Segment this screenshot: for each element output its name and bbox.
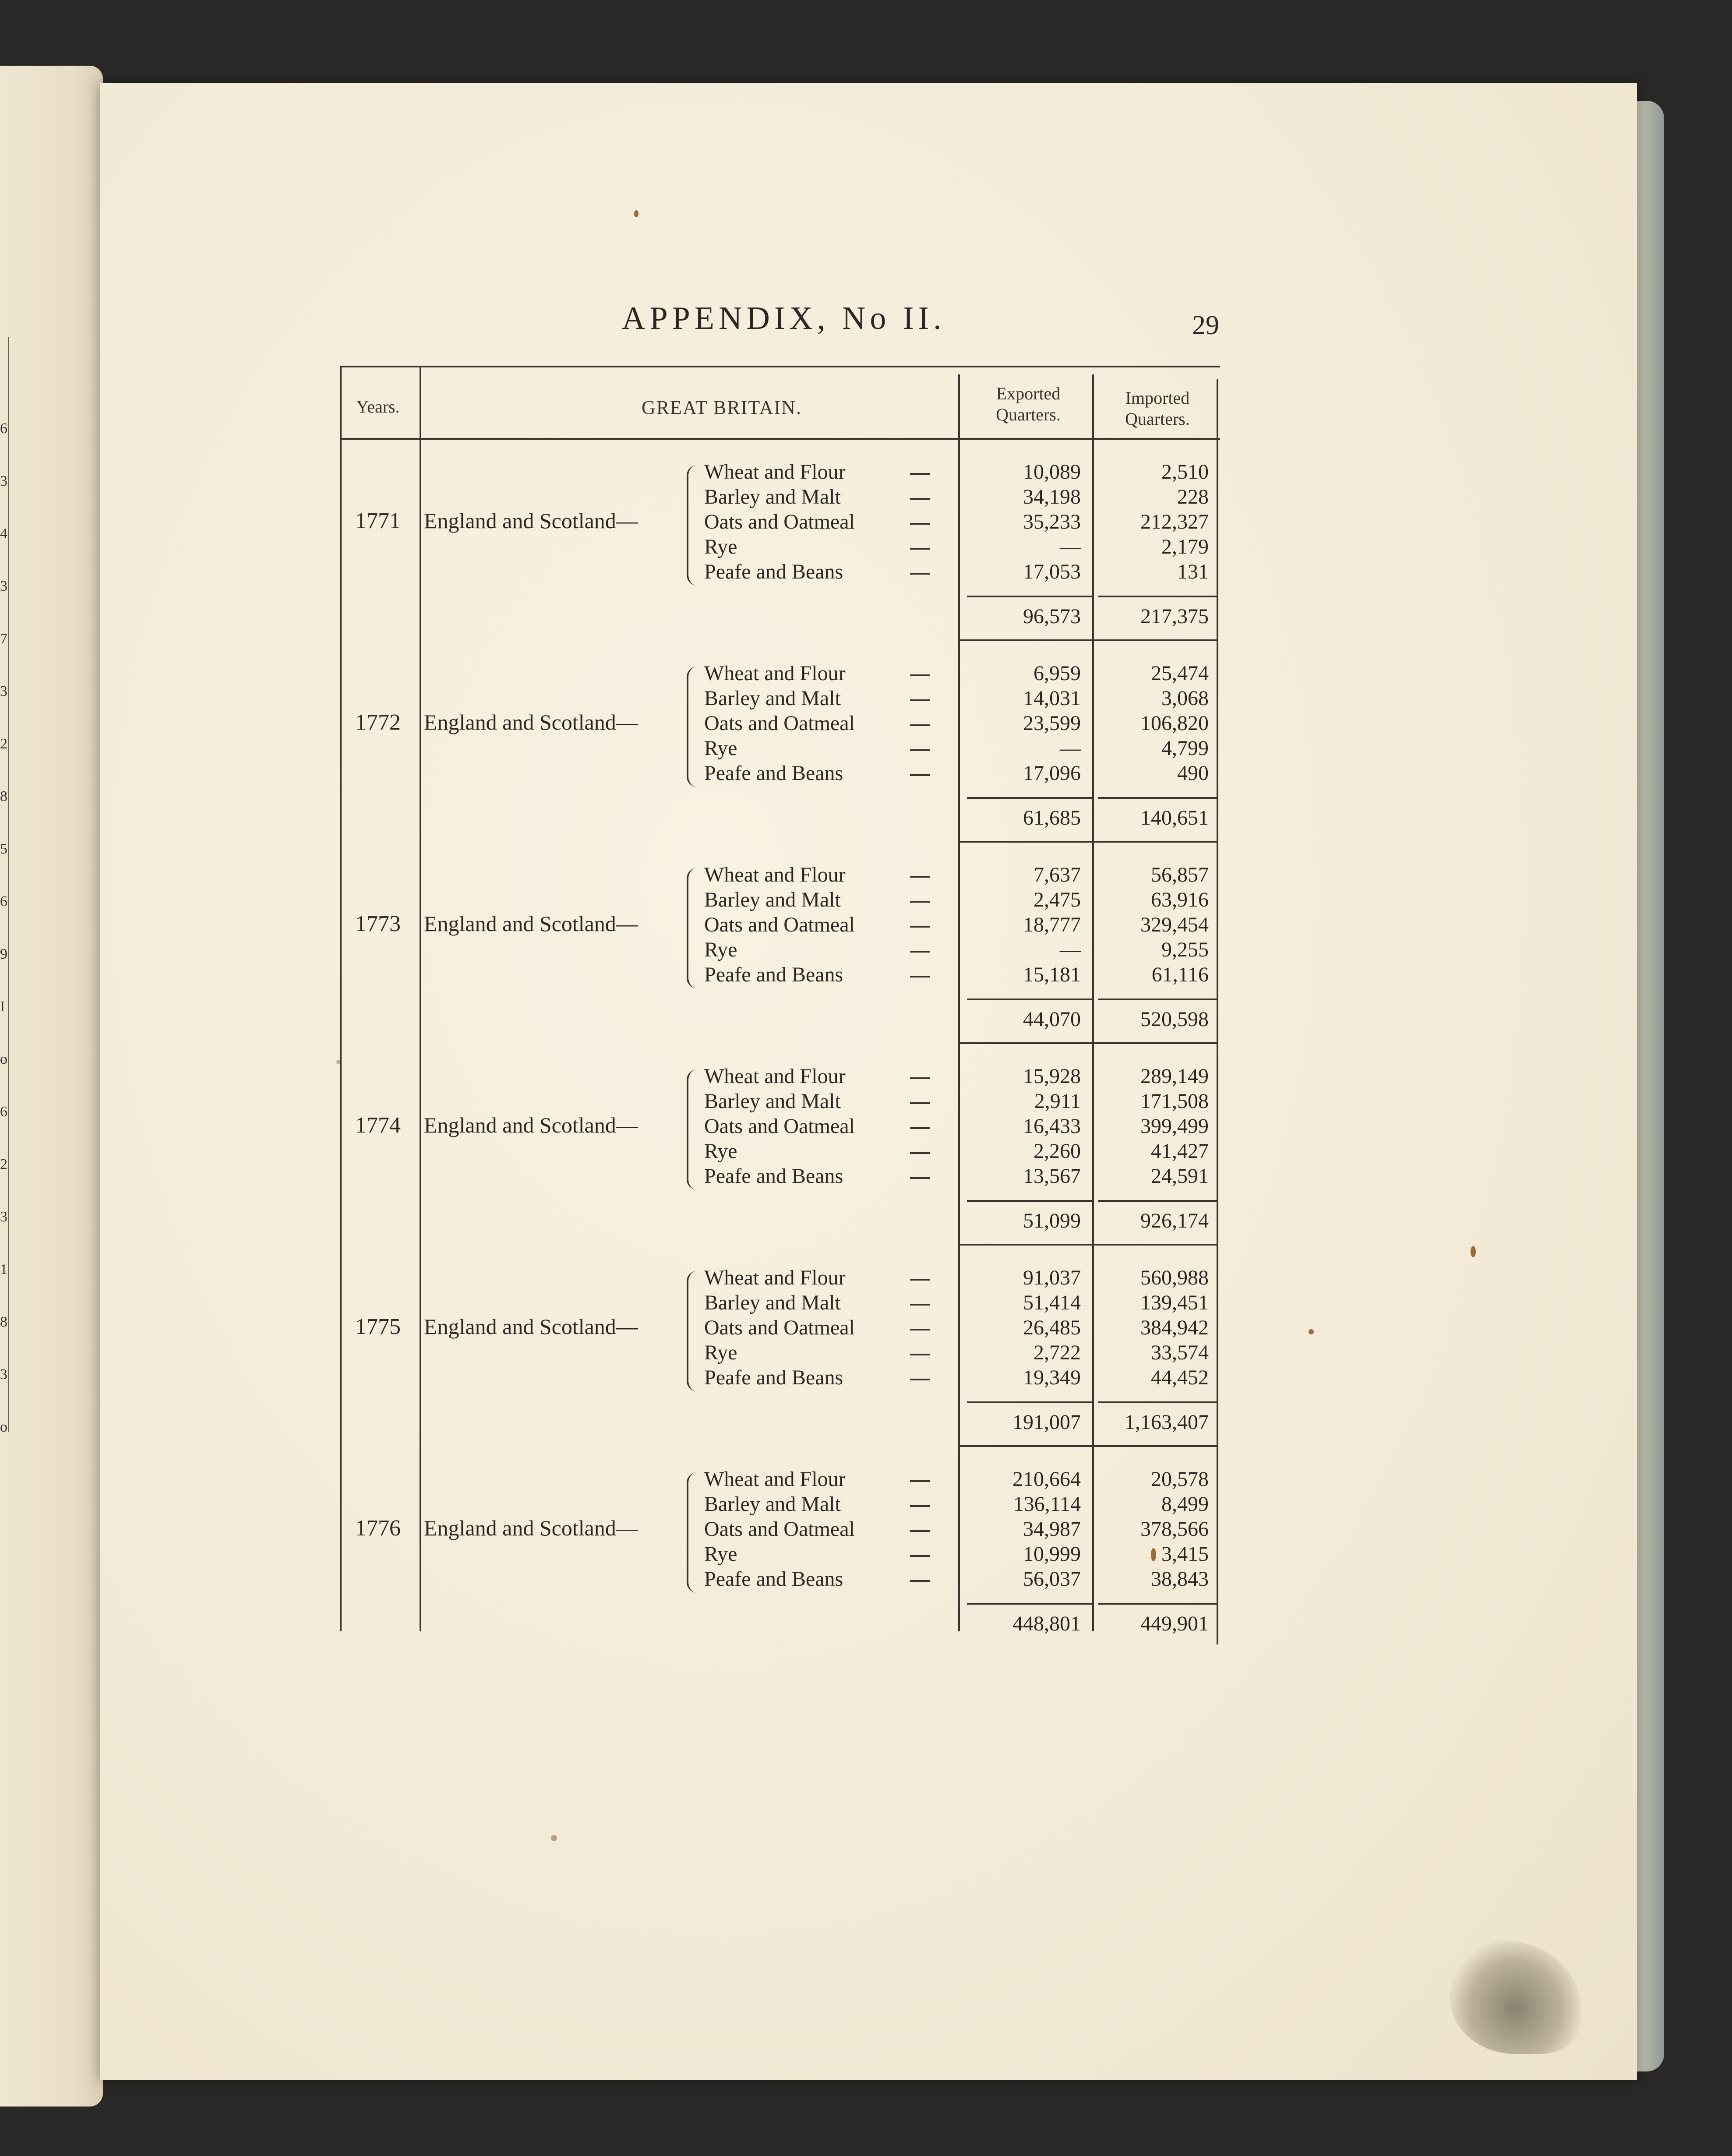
- left-page-fragment: 6: [0, 893, 7, 910]
- left-page-fragment: 3: [0, 1209, 7, 1225]
- leader-dash: [910, 1077, 930, 1079]
- imported-value: 25,474: [1151, 662, 1209, 685]
- table-row: [336, 761, 1221, 786]
- imported-value: 2,510: [1161, 460, 1209, 483]
- imported-value: 378,566: [1140, 1517, 1209, 1541]
- leader-dash: [910, 951, 930, 953]
- group-separator-rule: [958, 639, 1217, 641]
- exported-total: 96,573: [1023, 605, 1081, 628]
- leader-dash: [910, 1580, 930, 1582]
- table-row: [336, 661, 1221, 686]
- leader-dash: [910, 674, 930, 676]
- region-label: England and Scotland—: [424, 911, 638, 936]
- grain-label: Wheat and Flour: [704, 1266, 846, 1289]
- leader-dash: [910, 548, 930, 550]
- imported-value: 329,454: [1140, 913, 1209, 936]
- leader-dash: [910, 1152, 930, 1154]
- grain-label: Barley and Malt: [704, 687, 841, 710]
- exported-value: 2,911: [1034, 1090, 1081, 1113]
- grain-label: Barley and Malt: [704, 1090, 841, 1113]
- table-row: [336, 1139, 1221, 1164]
- exported-value: 17,096: [1023, 762, 1081, 785]
- exported-value: 51,414: [1023, 1291, 1081, 1314]
- grain-label: Barley and Malt: [704, 485, 841, 508]
- imported-value: 131: [1177, 560, 1209, 583]
- region-label: England and Scotland—: [424, 1314, 638, 1339]
- leader-dash: [910, 1127, 930, 1129]
- exported-value: 2,475: [1034, 888, 1081, 911]
- imported-value: 228: [1177, 485, 1209, 508]
- table-row: [336, 560, 1221, 585]
- table-row: [336, 1164, 1221, 1189]
- region-label: England and Scotland—: [424, 1113, 638, 1137]
- grain-label: Oats and Oatmeal: [704, 1115, 855, 1138]
- leader-dash: [910, 473, 930, 475]
- imported-value: 171,508: [1140, 1090, 1209, 1113]
- group-separator-rule: [958, 1244, 1217, 1246]
- left-page-fragment: 1: [0, 1261, 7, 1277]
- exported-value: 17,053: [1023, 560, 1081, 583]
- header-bottom-rule: [340, 438, 1220, 440]
- left-page-fragment: 6: [0, 420, 7, 437]
- foxing-spot: [1471, 1246, 1476, 1257]
- imported-value: 24,591: [1151, 1164, 1209, 1188]
- leader-dash: [910, 498, 930, 500]
- imported-total-rule: [1098, 999, 1217, 1000]
- exported-value: 16,433: [1023, 1115, 1081, 1138]
- imported-value: 8,499: [1161, 1493, 1209, 1516]
- imported-value: 384,942: [1140, 1316, 1209, 1339]
- leader-dash: [910, 876, 930, 878]
- grain-label: Rye: [704, 1341, 737, 1364]
- year-label: 1772: [355, 710, 401, 735]
- exported-value: 2,260: [1034, 1140, 1081, 1163]
- table-row: [336, 963, 1221, 988]
- table-row: [336, 686, 1221, 711]
- table-row: [336, 1366, 1221, 1390]
- grain-label: Wheat and Flour: [704, 662, 846, 685]
- imported-total: 140,651: [1140, 806, 1209, 829]
- exported-total-rule: [967, 1200, 1094, 1202]
- column-header-imported-line1: Imported: [1125, 388, 1190, 408]
- left-page-fragment: o: [0, 1051, 7, 1067]
- leader-dash: [910, 1102, 930, 1104]
- table-row: [336, 1266, 1221, 1291]
- exported-value: 15,928: [1023, 1065, 1081, 1088]
- exported-total: 448,801: [1012, 1612, 1081, 1635]
- column-header-years: Years.: [356, 397, 400, 416]
- table-row: [336, 535, 1221, 560]
- leader-dash: [910, 573, 930, 575]
- left-page-fragment: 7: [0, 631, 7, 647]
- exported-value: 14,031: [1023, 687, 1081, 710]
- imported-value: 212,327: [1140, 510, 1209, 533]
- imported-value: 2,179: [1161, 535, 1209, 558]
- leader-dash: [910, 1555, 930, 1557]
- exported-value: 2,722: [1034, 1341, 1081, 1364]
- foxing-spot: [634, 210, 638, 217]
- foxing-spot: [551, 1835, 557, 1841]
- table-row: [336, 736, 1221, 761]
- grain-label: Rye: [704, 1140, 737, 1163]
- table-row: [336, 888, 1221, 913]
- table-row: [336, 1542, 1221, 1567]
- grain-label: Peafe and Beans: [704, 762, 843, 785]
- page-number: 29: [1192, 311, 1219, 340]
- grain-label: Wheat and Flour: [704, 1468, 846, 1491]
- imported-value: 38,843: [1151, 1567, 1209, 1591]
- table-row: [336, 1316, 1221, 1341]
- leader-dash: [910, 1530, 930, 1532]
- imported-value: 61,116: [1151, 963, 1209, 986]
- grain-label: Wheat and Flour: [704, 863, 846, 886]
- table-row: [336, 1467, 1221, 1492]
- group-separator-rule: [958, 1042, 1217, 1044]
- exported-total-rule: [967, 1603, 1094, 1605]
- imported-value: 289,149: [1140, 1065, 1209, 1088]
- column-header-exported-line1: Exported: [996, 384, 1061, 403]
- left-page-fragment: 9: [0, 946, 7, 962]
- page-title: APPENDIX, No II.: [622, 300, 946, 336]
- exported-value: —: [1060, 737, 1081, 760]
- left-page-fragment: I: [0, 999, 5, 1015]
- table-row: [336, 1492, 1221, 1517]
- exported-value: 10,999: [1023, 1542, 1081, 1566]
- exported-total-rule: [967, 596, 1094, 597]
- grain-label: Rye: [704, 938, 737, 961]
- exported-value: 56,037: [1023, 1567, 1081, 1591]
- region-label: England and Scotland—: [424, 508, 638, 533]
- grain-label: Oats and Oatmeal: [704, 1316, 855, 1339]
- exported-total: 51,099: [1023, 1209, 1081, 1232]
- leader-dash: [910, 926, 930, 928]
- year-label: 1773: [355, 911, 401, 936]
- imported-value: 33,574: [1151, 1341, 1209, 1364]
- table-row: [336, 1291, 1221, 1316]
- table-row: [336, 1089, 1221, 1114]
- leader-dash: [910, 1379, 930, 1380]
- grain-label: Oats and Oatmeal: [704, 1517, 855, 1541]
- grain-label: Peafe and Beans: [704, 560, 843, 583]
- column-header-exported-line2: Quarters.: [996, 405, 1061, 424]
- imported-value: 4,799: [1161, 737, 1209, 760]
- leader-dash: [910, 523, 930, 525]
- grain-label: Barley and Malt: [704, 1291, 841, 1314]
- left-page-fragment: 3: [0, 1366, 7, 1383]
- exported-value: 23,599: [1023, 712, 1081, 735]
- leader-dash: [910, 901, 930, 903]
- left-page-rule: [8, 337, 9, 1432]
- left-page-fragment: 6: [0, 1104, 7, 1120]
- year-label: 1771: [355, 508, 401, 533]
- imported-value: 56,857: [1151, 863, 1209, 886]
- imported-value: 63,916: [1151, 888, 1209, 911]
- leader-dash: [910, 724, 930, 726]
- imported-value: 20,578: [1151, 1468, 1209, 1491]
- table-row: [336, 1114, 1221, 1139]
- group-separator-rule: [958, 1445, 1217, 1447]
- imported-total-rule: [1098, 797, 1217, 799]
- leader-dash: [910, 774, 930, 776]
- grain-label: Barley and Malt: [704, 1493, 841, 1516]
- exported-value: —: [1060, 938, 1081, 961]
- table-row: [336, 1517, 1221, 1542]
- exported-value: 18,777: [1023, 913, 1081, 936]
- table-row: [336, 510, 1221, 535]
- leader-dash: [910, 1279, 930, 1281]
- imported-value: 41,427: [1151, 1140, 1209, 1163]
- imported-value: 399,499: [1140, 1115, 1209, 1138]
- imported-total-rule: [1098, 1200, 1217, 1202]
- leader-dash: [910, 699, 930, 701]
- region-label: England and Scotland—: [424, 1516, 638, 1540]
- leader-dash: [910, 1354, 930, 1355]
- imported-value: 139,451: [1140, 1291, 1209, 1314]
- grain-label: Oats and Oatmeal: [704, 712, 855, 735]
- table-row: [336, 938, 1221, 963]
- table-row: [336, 485, 1221, 510]
- exported-value: 13,567: [1023, 1164, 1081, 1188]
- leader-dash: [910, 1177, 930, 1179]
- left-page-fragment: 3: [0, 473, 7, 489]
- foxing-spot: [1309, 1329, 1314, 1334]
- table-row: [336, 913, 1221, 938]
- imported-total-rule: [1098, 1401, 1217, 1403]
- grain-label: Wheat and Flour: [704, 460, 846, 483]
- grain-label: Peafe and Beans: [704, 1366, 843, 1389]
- imported-value: 9,255: [1161, 938, 1209, 961]
- grain-trade-table: [336, 366, 1225, 1635]
- exported-total: 61,685: [1023, 806, 1081, 829]
- exported-value: 7,637: [1034, 863, 1081, 886]
- left-page-fragment: o: [0, 1419, 7, 1435]
- left-page-fragment: 4: [0, 526, 7, 542]
- imported-total-rule: [1098, 1603, 1217, 1605]
- exported-value: 6,959: [1034, 662, 1081, 685]
- leader-dash: [910, 749, 930, 751]
- column-header-exported: [963, 383, 1094, 425]
- imported-total: 1,163,407: [1125, 1411, 1209, 1434]
- imported-total: 926,174: [1140, 1209, 1209, 1232]
- table-row: [336, 1064, 1221, 1089]
- table-row: [336, 1341, 1221, 1366]
- grain-label: Barley and Malt: [704, 888, 841, 911]
- imported-total: 449,901: [1140, 1612, 1209, 1635]
- exported-value: —: [1060, 535, 1081, 558]
- year-label: 1776: [355, 1516, 401, 1541]
- year-label: 1775: [355, 1314, 401, 1339]
- imported-total-rule: [1098, 596, 1217, 597]
- left-page-fragment: 2: [0, 736, 7, 752]
- grain-label: Oats and Oatmeal: [704, 510, 855, 533]
- exported-value: 26,485: [1023, 1316, 1081, 1339]
- region-label: England and Scotland—: [424, 710, 638, 734]
- grain-label: Peafe and Beans: [704, 1164, 843, 1188]
- left-page-fragment: 5: [0, 841, 7, 857]
- grain-label: Wheat and Flour: [704, 1065, 846, 1088]
- leader-dash: [910, 976, 930, 977]
- left-page-edge: [0, 66, 103, 2107]
- grain-label: Rye: [704, 1542, 737, 1566]
- column-header-imported: [1094, 388, 1221, 430]
- imported-total: 217,375: [1140, 605, 1209, 628]
- exported-value: 210,664: [1012, 1468, 1081, 1491]
- leader-dash: [910, 1329, 930, 1330]
- column-header-great-britain: GREAT BRITAIN.: [642, 397, 802, 418]
- exported-value: 15,181: [1023, 963, 1081, 986]
- grain-label: Oats and Oatmeal: [704, 913, 855, 936]
- imported-value: 44,452: [1151, 1366, 1209, 1389]
- grain-label: Rye: [704, 737, 737, 760]
- exported-value: 91,037: [1023, 1266, 1081, 1289]
- group-separator-rule: [958, 841, 1217, 843]
- left-page-fragment: 2: [0, 1156, 7, 1172]
- table-row: [336, 460, 1221, 485]
- leader-dash: [910, 1480, 930, 1482]
- left-page-fragment: 8: [0, 788, 7, 805]
- exported-value: 34,198: [1023, 485, 1081, 508]
- imported-value: 3,068: [1161, 687, 1209, 710]
- grain-label: Rye: [704, 535, 737, 558]
- imported-value: 3,415: [1161, 1542, 1209, 1566]
- exported-value: 10,089: [1023, 460, 1081, 483]
- imported-value: 490: [1177, 762, 1209, 785]
- column-header-imported-line2: Quarters.: [1125, 409, 1190, 429]
- left-page-fragment: 8: [0, 1314, 7, 1330]
- leader-dash: [910, 1304, 930, 1306]
- table-top-rule: [340, 366, 1220, 367]
- exported-total: 191,007: [1012, 1411, 1081, 1434]
- exported-total: 44,070: [1023, 1008, 1081, 1031]
- leader-dash: [910, 1505, 930, 1507]
- grain-label: Peafe and Beans: [704, 963, 843, 986]
- left-page-fragment: 3: [0, 683, 7, 699]
- imported-total: 520,598: [1140, 1008, 1209, 1031]
- grain-label: Peafe and Beans: [704, 1567, 843, 1591]
- imported-value: 106,820: [1140, 712, 1209, 735]
- exported-total-rule: [967, 1401, 1094, 1403]
- year-label: 1774: [355, 1113, 401, 1138]
- exported-value: 19,349: [1023, 1366, 1081, 1389]
- left-page-fragment: 3: [0, 578, 7, 594]
- table-row: [336, 863, 1221, 888]
- exported-value: 136,114: [1013, 1493, 1081, 1516]
- table-row: [336, 1567, 1221, 1592]
- imported-value: 560,988: [1140, 1266, 1209, 1289]
- exported-value: 34,987: [1023, 1517, 1081, 1541]
- exported-total-rule: [967, 999, 1094, 1000]
- table-row: [336, 711, 1221, 736]
- exported-total-rule: [967, 797, 1094, 799]
- exported-value: 35,233: [1023, 510, 1081, 533]
